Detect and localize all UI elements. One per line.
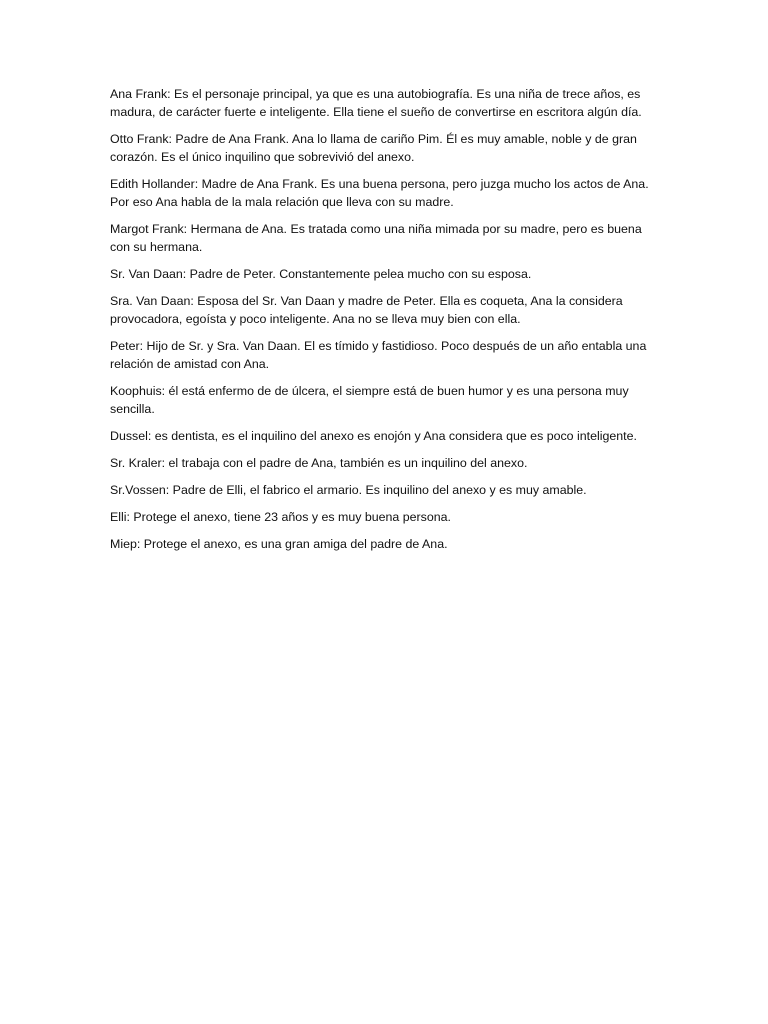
paragraph-sr-vossen: Sr.Vossen: Padre de Elli, el fabrico el armario. Es inquilino del anexo y es muy amable. xyxy=(110,483,587,497)
paragraph-sr-van-daan: Sr. Van Daan: Padre de Peter. Constantemente pelea mucho con su esposa. xyxy=(110,267,532,281)
paragraph-sr-kraler: Sr. Kraler: el trabaja con el padre de Ana, también es un inquilino del anexo. xyxy=(110,456,528,470)
paragraph-koophuis: Koophuis: él está enfermo de de úlcera, el siempre está de buen humor y es una persona muy sencilla. xyxy=(110,384,629,416)
document-body xyxy=(110,85,660,562)
paragraph-margot-frank: Margot Frank: Hermana de Ana. Es tratada como una niña mimada por su madre, pero es buena con su hermana. xyxy=(110,222,642,254)
paragraph-elli: Elli: Protege el anexo, tiene 23 años y es muy buena persona. xyxy=(110,510,451,524)
paragraph-otto-frank: Otto Frank: Padre de Ana Frank. Ana lo llama de cariño Pim. Él es muy amable, noble y de gran corazón. Es el único inquilino que sobrevivió del anexo. xyxy=(110,132,637,164)
paragraph-dussel: Dussel: es dentista, es el inquilino del anexo es enojón y Ana considera que es poco inteligente. xyxy=(110,429,637,443)
paragraph-miep: Miep: Protege el anexo, es una gran amiga del padre de Ana. xyxy=(110,537,448,551)
paragraph-ana-frank: Ana Frank: Es el personaje principal, ya que es una autobiografía. Es una niña de trece años, es madura, de carácter fuerte e inteligente. Ella tiene el sueño de convertirse en escritora algún día. xyxy=(110,87,642,119)
paragraph-peter: Peter: Hijo de Sr. y Sra. Van Daan. El es tímido y fastidioso. Poco después de un año entabla una relación de amistad con Ana. xyxy=(110,339,647,371)
paragraph-edith-hollander: Edith Hollander: Madre de Ana Frank. Es una buena persona, pero juzga mucho los actos de Ana. Por eso Ana habla de la mala relación que lleva con su madre. xyxy=(110,177,649,209)
paragraph-sra-van-daan: Sra. Van Daan: Esposa del Sr. Van Daan y madre de Peter. Ella es coqueta, Ana la considera provocadora, egoísta y poco inteligente. Ana no se lleva muy bien con ella. xyxy=(110,294,623,326)
